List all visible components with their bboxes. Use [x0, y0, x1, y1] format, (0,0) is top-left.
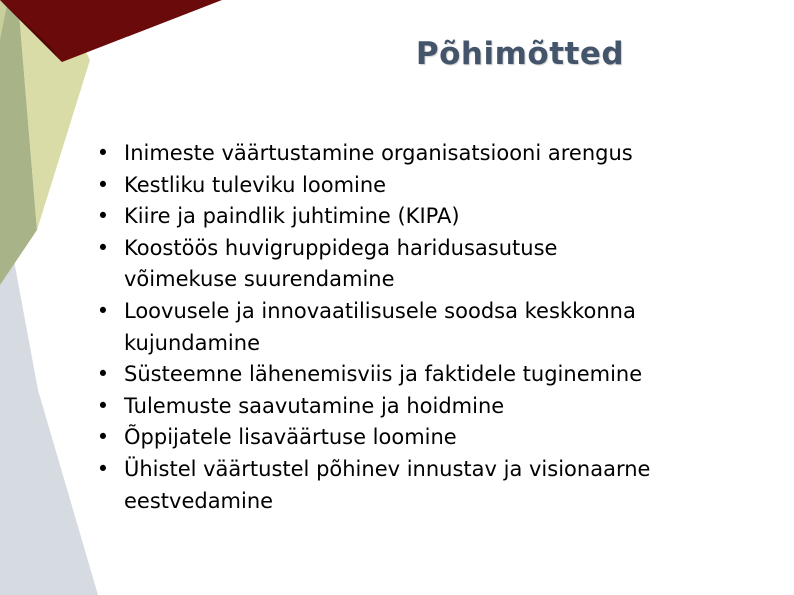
list-item-text-line: Koostöös huvigruppidega haridusasutuse — [124, 235, 558, 260]
list-item — [93, 138, 773, 170]
bullet-icon: • — [96, 362, 110, 387]
bullet-icon: • — [96, 204, 110, 229]
list-item-text-line: eestvedamine — [124, 488, 274, 513]
bullet-icon: • — [96, 172, 110, 197]
list-item — [93, 296, 773, 359]
list-item — [93, 391, 773, 423]
bullet-icon: • — [96, 393, 110, 418]
list-item — [93, 454, 773, 517]
bullet-icon: • — [96, 298, 110, 323]
bullet-icon: • — [96, 425, 110, 450]
list-item — [93, 233, 773, 296]
list-item — [93, 170, 773, 202]
list-item — [93, 359, 773, 391]
list-item-text-line: Õppijatele lisaväärtuse loomine — [124, 425, 457, 450]
bullet-list — [93, 138, 773, 517]
list-item-text-line: Tulemuste saavutamine ja hoidmine — [124, 393, 505, 418]
list-item — [93, 201, 773, 233]
list-item-text-line: võimekuse suurendamine — [124, 267, 395, 292]
list-item-text-line: Süsteemne lähenemisviis ja faktidele tuginemine — [124, 362, 643, 387]
list-item-text-line: Ühistel väärtustel põhinev innustav ja visionaarne — [124, 456, 651, 481]
list-item — [93, 422, 773, 454]
bullet-icon: • — [96, 235, 110, 260]
bullet-icon: • — [96, 456, 110, 481]
list-item-text-line: kujundamine — [124, 330, 260, 355]
bullet-icon: • — [96, 141, 110, 165]
list-item-text-line: Inimeste väärtustamine organisatsiooni arengus — [124, 141, 633, 165]
page-title: Põhimõtted — [415, 36, 625, 72]
list-item-text-line: Kiire ja paindlik juhtimine (KIPA) — [124, 204, 460, 229]
list-item-text-line: Kestliku tuleviku loomine — [124, 172, 387, 197]
list-item-text-line: Loovusele ja innovaatilisusele soodsa keskkonna — [124, 298, 636, 323]
